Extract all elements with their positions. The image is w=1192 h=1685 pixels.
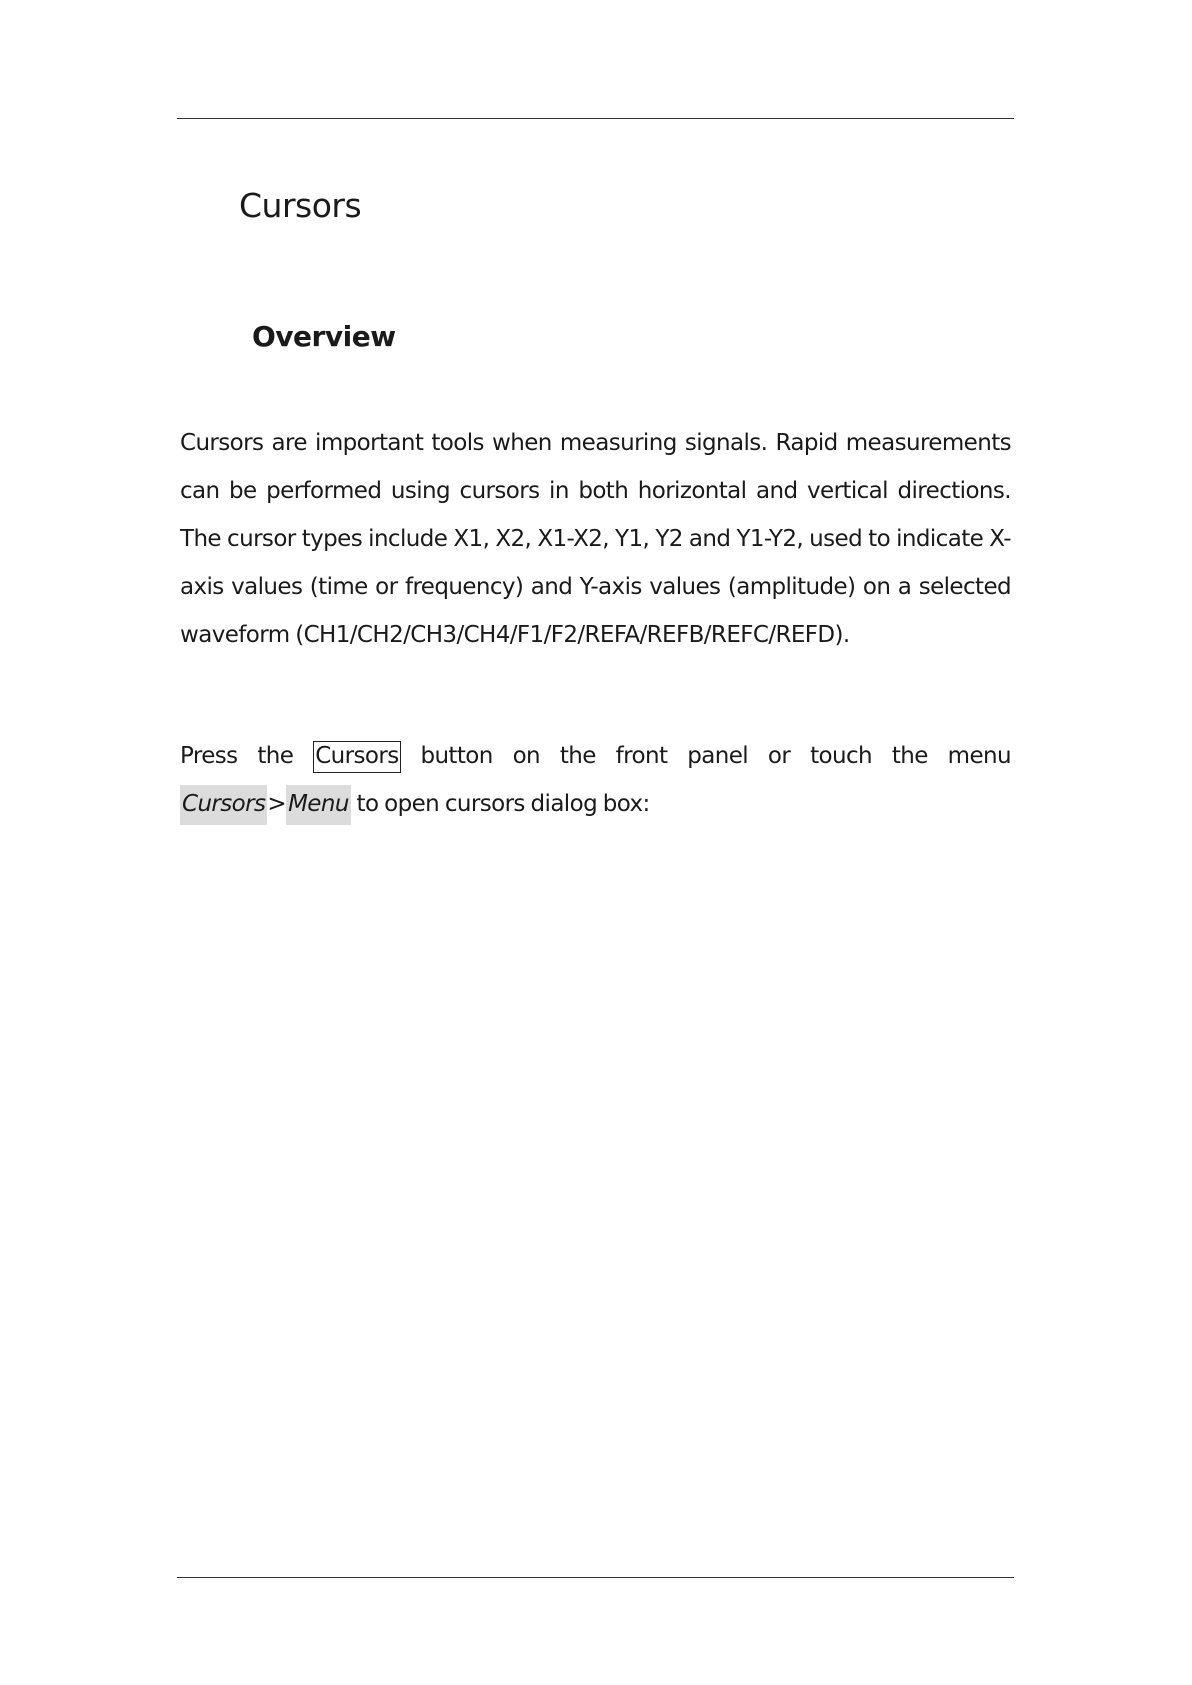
overview-line: waveform (CH1/CH2/CH3/CH4/F1/F2/REFA/REFB/REFC/REFD).: [180, 622, 850, 648]
overview-line: axis values (time or frequency) and Y-axis values (amplitude) on a selected: [180, 574, 1011, 600]
overview-line: Cursors are important tools when measuring signals. Rapid measurements: [180, 430, 1011, 456]
cursors-button-reference: Cursors: [313, 741, 400, 773]
instruction-line-2-suffix: to open cursors dialog box:: [356, 791, 650, 817]
menu-path-separator: >: [267, 791, 287, 817]
overview-line: The cursor types include X1, X2, X1-X2, Y1, Y2 and Y1-Y2, used to indicate X-: [180, 526, 1011, 552]
instruction-prefix: Press the: [180, 743, 294, 769]
instruction-line-1: [180, 732, 1011, 780]
instruction-line-2: [180, 780, 1011, 828]
section-heading: Cursors: [239, 186, 362, 225]
footer-rule: [177, 1577, 1014, 1578]
instruction-paragraph: [180, 732, 1011, 828]
menu-path-menu: Menu: [286, 785, 351, 825]
subsection-heading: Overview: [252, 320, 396, 353]
menu-path-cursors: Cursors: [180, 785, 267, 825]
instruction-suffix: button on the front panel or touch the menu: [420, 743, 1011, 769]
header-rule: [177, 118, 1014, 119]
overview-line: can be performed using cursors in both horizontal and vertical directions.: [180, 478, 1011, 504]
overview-paragraph: [180, 419, 1011, 659]
